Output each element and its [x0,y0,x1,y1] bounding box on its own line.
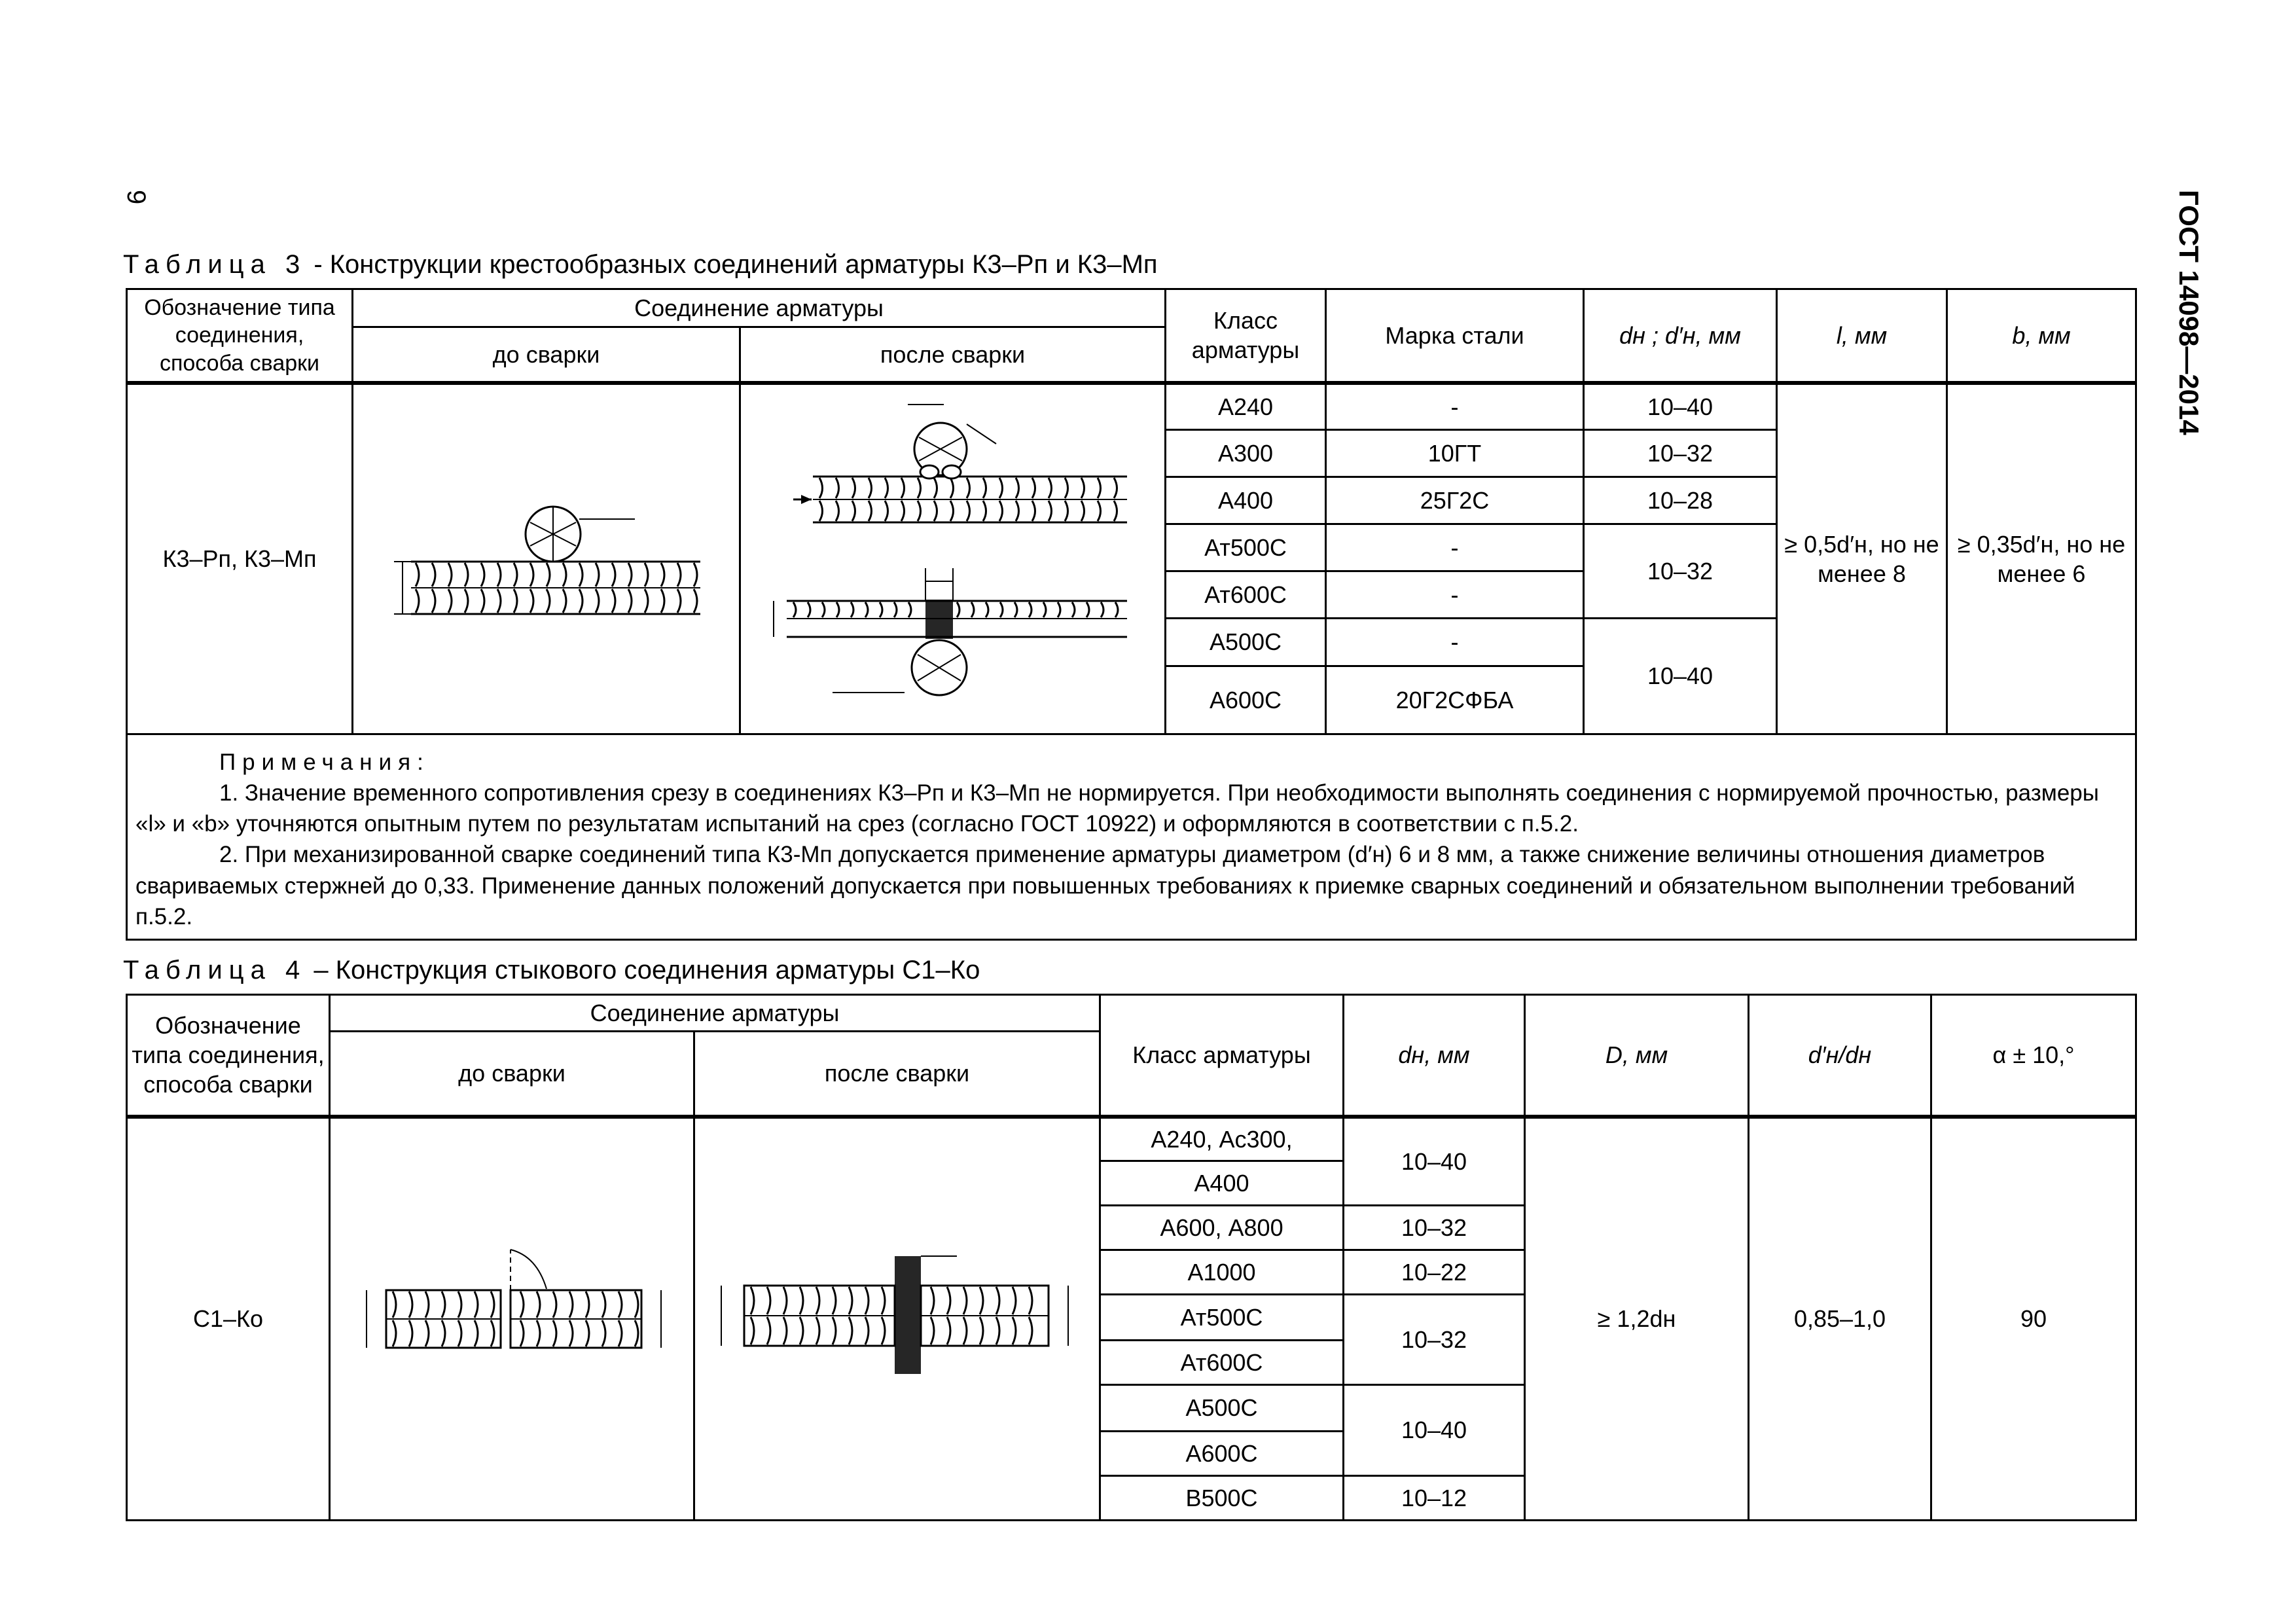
t4-class-cell: В500С [1100,1475,1344,1520]
t4-class-header: Класс арматуры [1100,995,1344,1117]
t3-steel-header: Марка стали [1326,289,1584,383]
t4-after-header: после сварки [694,1032,1100,1117]
t3-steel-cell: - [1326,571,1584,619]
t3-after-header: после сварки [740,327,1166,383]
t3-steel-cell: - [1326,383,1584,430]
table4-label: Таблица 4 [123,956,307,984]
t3-steel-cell: - [1326,619,1584,666]
t4-joint-header: Соединение арматуры [330,995,1100,1032]
t3-class-cell: Ат600С [1166,571,1326,619]
t4-dn-cell: 10–40 [1344,1117,1525,1206]
page-number: 9 [122,190,151,205]
t3-diameter-cell: 10–28 [1584,477,1777,524]
t3-diameter-cell: 10–32 [1584,430,1777,477]
note-2: 2. При механизированной сварке соединений типа К3-Мп допускается применение арматуры диаметром (d′н) 6 и 8 мм, а также снижение величины отношения диаметров свариваемых стержней до 0,33. Применение данных положений допускается при повышенных требованиях к приемке сварных соединений и обязательном выполнении требований п.5.2. [135,842,2075,929]
t4-dn-cell: 10–40 [1344,1385,1525,1475]
t3-before-header: до сварки [353,327,740,383]
t4-before-drawing [330,1117,694,1521]
t3-b-value: ≥ 0,35d′н, но не менее 6 [1947,383,2136,734]
table4-caption [123,956,980,985]
t4-alpha-value: 90 [1931,1117,2136,1521]
t4-dn-header: dн, мм [1344,995,1525,1117]
t3-steel-cell: 25Г2С [1326,477,1584,524]
t3-class-cell: А300 [1166,430,1326,477]
t3-diameter-cell: 10–40 [1584,619,1777,734]
t3-steel-cell: - [1326,524,1584,571]
t3-class-cell: Ат500С [1166,524,1326,571]
t4-ratio-value: 0,85–1,0 [1749,1117,1931,1521]
t4-dn-cell: 10–32 [1344,1206,1525,1250]
t4-class-cell: Ат500С [1100,1295,1344,1341]
t4-class-cell: А240, Ас300, [1100,1117,1344,1161]
t3-designation-header: Обозначение типа соединения, способа сварки [127,289,353,383]
table4-title: – Конструкция стыкового соединения арматуры С1–Ко [306,956,980,984]
t3-class-cell: А400 [1166,477,1326,524]
t4-class-cell: А400 [1100,1161,1344,1206]
t3-l-header: l, мм [1777,289,1947,383]
t4-designation-header: Обозначение типа соединения, способа сварки [127,995,330,1117]
note-1: 1. Значение временного сопротивления срезу в соединениях К3–Рп и К3–Мп не нормируется. При необходимости выполнять соединения с нормируемой прочностью, размеры «l» и «b» уточняются опытным путем по результатам испытаний на срез (согласно ГОСТ 10922) и оформляются в соответствии с п.5.2. [135,780,2099,837]
t3-diameter-cell: 10–40 [1584,383,1777,430]
t4-D-header: D, мм [1525,995,1749,1117]
table3-title: - Конструкции крестообразных соединений арматуры К3–Рп и К3–Мп [306,250,1158,279]
t3-class-cell: А600С [1166,666,1326,734]
t4-class-cell: А600С [1100,1431,1344,1475]
t3-class-cell: А240 [1166,383,1326,430]
t4-class-cell: Ат600С [1100,1341,1344,1385]
table4 [126,994,2137,1521]
t3-diameter-cell: 10–32 [1584,524,1777,619]
t3-before-drawing [353,383,740,734]
t4-after-drawing [694,1117,1100,1521]
t3-after-drawing [740,383,1166,734]
t4-class-cell: А1000 [1100,1250,1344,1295]
t3-b-header: b, мм [1947,289,2136,383]
t3-diameter-header: dн ; d′н, мм [1584,289,1777,383]
table3 [126,288,2137,941]
t4-dn-cell: 10–22 [1344,1250,1525,1295]
t3-steel-cell: 10ГТ [1326,430,1584,477]
t4-class-cell: А600, А800 [1100,1206,1344,1250]
t3-steel-cell: 20Г2СФБА [1326,666,1584,734]
t3-l-value: ≥ 0,5d′н, но не менее 8 [1777,383,1947,734]
t4-alpha-header: α ± 10,° [1931,995,2136,1117]
t4-dn-cell: 10–32 [1344,1295,1525,1385]
t4-class-cell: А500С [1100,1385,1344,1431]
table3-label: Таблица 3 [123,250,307,279]
t3-designation-cell: К3–Рп, К3–Мп [127,383,353,734]
t4-D-value: ≥ 1,2dн [1525,1117,1749,1521]
t4-ratio-header: d′н/dн [1749,995,1931,1117]
t4-designation-cell: С1–Ко [127,1117,330,1521]
t3-joint-header: Соединение арматуры [353,289,1166,327]
t3-class-header: Класс арматуры [1166,289,1326,383]
notes-title: Примечания: [219,749,430,775]
t3-notes [127,734,2136,940]
t4-dn-cell: 10–12 [1344,1475,1525,1520]
table3-caption [123,250,1158,280]
t3-class-cell: А500С [1166,619,1326,666]
standard-code: ГОСТ 14098—2014 [2174,190,2204,435]
t4-before-header: до сварки [330,1032,694,1117]
